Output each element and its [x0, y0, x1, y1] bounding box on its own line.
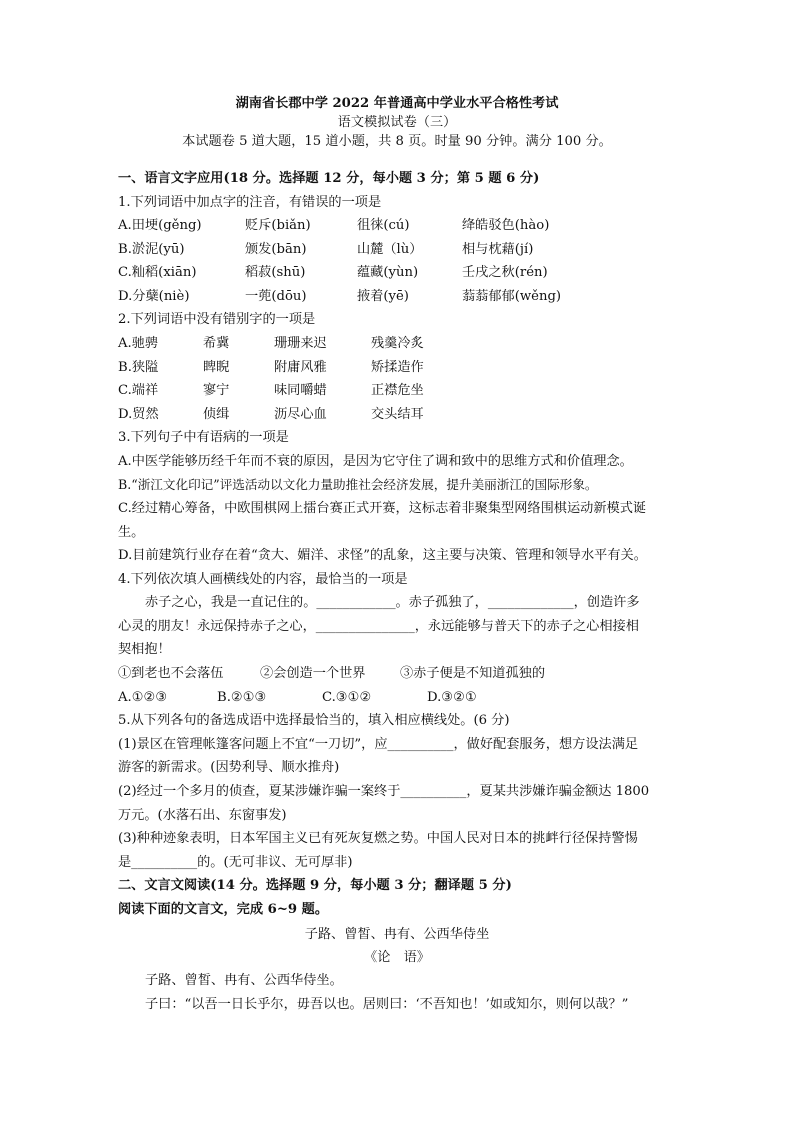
q5-stem: 5.从下列各句的备选成语中选择最恰当的，填入相应横线处。(6 分)	[118, 713, 510, 728]
q1-b-4: 相与枕藉(jí)	[462, 242, 534, 257]
q4-option-c: C.③①②	[322, 690, 372, 705]
section2-heading: 二、文言文阅读(14 分。选择题 9 分，每小题 3 分；翻译题 5 分)	[118, 878, 512, 893]
q1-c-2: 稻菽(shū)	[245, 265, 306, 280]
passage-title: 子路、曾皙、冉有、公西华侍坐	[304, 927, 490, 942]
q1-d-3: 掖着(yē)	[357, 289, 409, 304]
q2-d-4: 交头结耳	[371, 407, 424, 422]
passage-source: 《论 语》	[364, 950, 430, 965]
q1-c-1: C.籼稻(xiān)	[118, 265, 197, 280]
q1-a-3: 徂徕(cú)	[357, 218, 410, 233]
passage-paragraph-2: 子曰：“以吾一日长乎尔，毋吾以也。居则曰：‘不吾知也！’如或知尔，则何以哉？”	[145, 997, 629, 1012]
q1-c-3: 蕴藏(yùn)	[357, 265, 419, 280]
q4-passage-line3: 契相抱！	[118, 642, 171, 657]
exam-info: 本试题卷 5 道大题，15 道小题，共 8 页。时量 90 分钟。满分 100 分。	[182, 134, 612, 149]
q1-a-2: 贬斥(biǎn)	[245, 218, 311, 233]
q3-option-c-line1: C.经过精心筹备，中欧围棋网上擂台赛正式开赛，这标志着非聚集型网络围棋运动新模式诞	[118, 501, 647, 516]
q2-b-4: 矫揉造作	[371, 360, 424, 375]
q1-b-1: B.淤泥(yū)	[118, 242, 185, 257]
q4-passage-line2: 心灵的朋友！永远保持赤子之心，_______________，永远能够与普天下的赤子之心相接相	[118, 619, 639, 634]
q5-s2-line2: 万元。(水落石出、东窗事发)	[118, 808, 287, 823]
passage-paragraph-1: 子路、曾皙、冉有、公西华侍坐。	[145, 973, 343, 988]
q1-a-1: A.田埂(gěng)	[118, 218, 202, 233]
q5-s1-line1: (1)景区在管理帐篷客问题上不宜“一刀切”，应__________，做好配套服务，想方设法满足	[118, 737, 639, 752]
section2-instruction: 阅读下面的文言文，完成 6~9 题。	[118, 902, 329, 917]
q4-stem: 4.下列依次填人画横线处的内容，最恰当的一项是	[118, 572, 408, 587]
q4-passage-line1: 赤子之心，我是一直记住的。____________。赤子孤独了，_____________，创造许多	[145, 595, 640, 610]
q1-b-2: 颁发(bān)	[245, 242, 307, 257]
q3-option-a: A.中医学能够历经千年而不衰的原因，是因为它守住了调和致中的思维方式和价值理念。	[118, 454, 633, 469]
q4-item-2: ②会创造一个世界	[260, 666, 366, 681]
q2-d-2: 侦缉	[203, 407, 230, 422]
exam-subtitle: 语文模拟试卷（三）	[337, 115, 457, 130]
q2-d-3: 沥尽心血	[274, 407, 327, 422]
exam-title: 湖南省长郡中学 2022 年普通高中学业水平合格性考试	[235, 96, 559, 111]
q3-option-b: B.“浙江文化印记”评选活动以文化力量助推社会经济发展，提升美丽浙江的国际形象。	[118, 477, 598, 492]
q5-s1-line2: 游客的新需求。(因势利导、顺水推舟)	[118, 760, 340, 775]
q5-s2-line1: (2)经过一个多月的侦查，夏某涉嫌诈骗一案终于__________，夏某共涉嫌诈骗金额达 1800	[118, 784, 650, 799]
q5-s3-line2: 是__________的。(无可非议、无可厚非)	[118, 855, 353, 870]
q2-b-1: B.狭隘	[118, 360, 159, 375]
q1-a-4: 绛皓驳色(hào)	[462, 218, 550, 233]
q2-a-1: A.驰骋	[118, 336, 159, 351]
q1-c-4: 壬戌之秋(rén)	[462, 265, 548, 280]
q1-stem: 1.下列词语中加点字的注音，有错误的一项是	[118, 195, 382, 210]
section1-heading: 一、语言文字应用(18 分。选择题 12 分，每小题 3 分；第 5 题 6 分)	[118, 171, 540, 186]
q5-s3-line1: (3)种种迹象表明，日本军国主义已有死灰复燃之势。中国人民对日本的挑衅行径保持警惕	[118, 831, 638, 846]
q3-option-c-line2: 生。	[118, 525, 145, 540]
q2-c-4: 正襟危坐	[371, 383, 424, 398]
q1-b-3: 山麓（lù）	[357, 242, 423, 257]
q1-d-1: D.分蘖(niè)	[118, 289, 190, 304]
q4-option-a: A.①②③	[118, 690, 168, 705]
q2-stem: 2.下列词语中没有错别字的一项是	[118, 312, 316, 327]
q4-option-d: D.③②①	[427, 690, 477, 705]
q4-option-b: B.②①③	[217, 690, 267, 705]
q2-b-2: 睥睨	[203, 360, 230, 375]
q1-d-2: 一蔸(dōu)	[245, 289, 307, 304]
q4-item-3: ③赤子便是不知道孤独的	[400, 666, 546, 681]
q2-a-2: 希冀	[203, 336, 230, 351]
q2-c-2: 寥宁	[203, 383, 230, 398]
q2-d-1: D.贸然	[118, 407, 159, 422]
q4-item-1: ①到老也不会落伍	[118, 666, 224, 681]
q3-stem: 3.下列句子中有语病的一项是	[118, 430, 289, 445]
q2-c-1: C.端祥	[118, 383, 159, 398]
q3-option-d: D.目前建筑行业存在着“贪大、媚洋、求怪”的乱象，这主要与决策、管理和领导水平有关。	[118, 548, 647, 563]
q2-a-4: 残羹冷炙	[371, 336, 424, 351]
q2-c-3: 味同嚼蜡	[274, 383, 327, 398]
q2-a-3: 珊珊来迟	[274, 336, 327, 351]
q2-b-3: 附庸风雅	[274, 360, 327, 375]
q1-d-4: 蓊蓊郁郁(wěng)	[462, 289, 562, 304]
